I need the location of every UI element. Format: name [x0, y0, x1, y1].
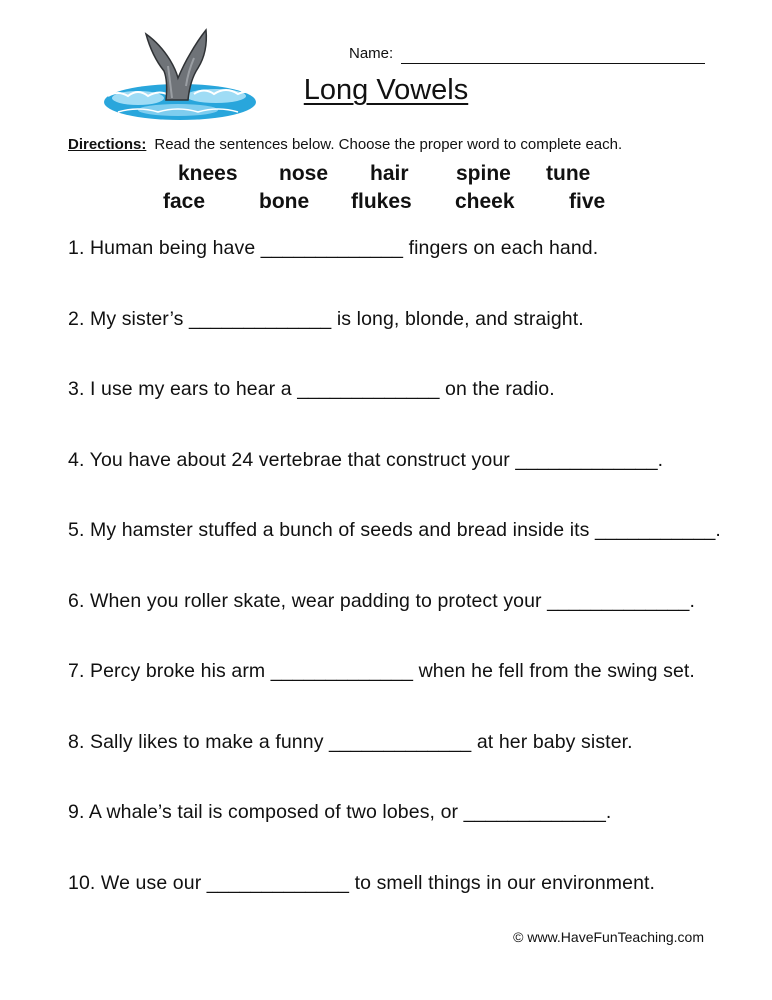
word-bank-item: knees: [178, 162, 238, 185]
word-bank-item: face: [163, 190, 206, 213]
word-bank-item: cheek: [455, 190, 515, 213]
directions-text: Read the sentences below. Choose the proper word to complete each.: [154, 136, 623, 153]
question-item: 1. Human being have _____________ fingers on each hand.: [68, 237, 599, 259]
directions-label: Directions:: [68, 136, 147, 153]
word-bank-item: nose: [279, 162, 329, 185]
question-item: 2. My sister’s _____________ is long, blonde, and straight.: [68, 308, 584, 330]
word-bank-item: spine: [456, 162, 511, 185]
name-label: Name:: [349, 45, 394, 62]
copyright-footer: © www.HaveFunTeaching.com: [513, 929, 704, 945]
page-title: Long Vowels: [303, 74, 469, 106]
word-bank-item: five: [569, 190, 606, 213]
question-item: 6. When you roller skate, wear padding to protect your _____________.: [68, 590, 695, 612]
question-item: 8. Sally likes to make a funny _____________ at her baby sister.: [68, 731, 633, 753]
question-item: 9. A whale’s tail is composed of two lobes, or _____________.: [68, 801, 612, 823]
word-bank-item: hair: [370, 162, 409, 185]
question-item: 4. You have about 24 vertebrae that construct your _____________.: [68, 449, 664, 471]
word-bank-item: flukes: [351, 190, 412, 213]
question-item: 7. Percy broke his arm _____________ when he fell from the swing set.: [68, 660, 695, 682]
word-bank-item: tune: [546, 162, 591, 185]
directions: [68, 136, 622, 153]
question-item: 3. I use my ears to hear a _____________ on the radio.: [68, 378, 555, 400]
name-line[interactable]: [401, 63, 705, 64]
word-bank-item: bone: [259, 190, 310, 213]
question-item: 10. We use our _____________ to smell things in our environment.: [68, 872, 656, 894]
question-item: 5. My hamster stuffed a bunch of seeds and bread inside its ___________.: [68, 519, 721, 541]
